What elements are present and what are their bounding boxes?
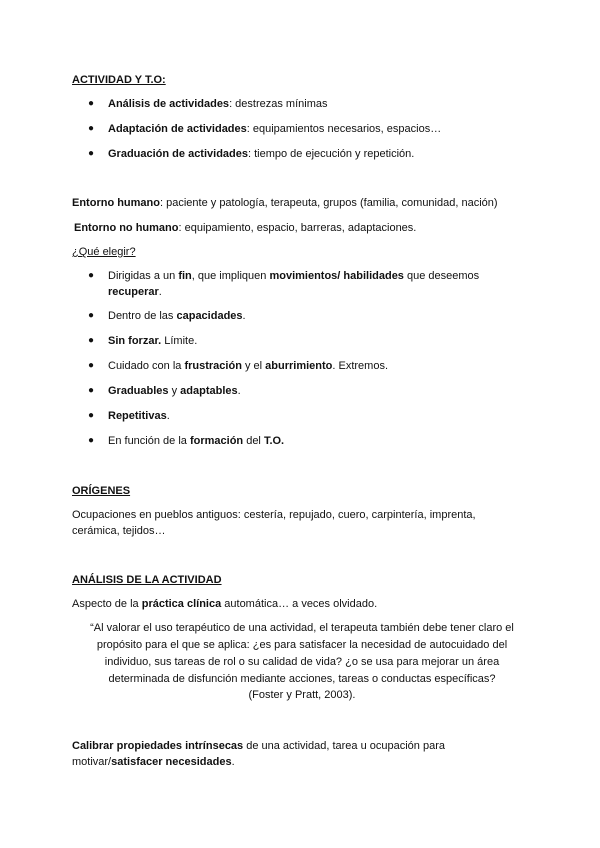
list-item: ● Dirigidas a un fin, que impliquen movimientos/ habilidades que deseemos recuperar.: [88, 270, 480, 298]
paragraph-calibrar: Calibrar propiedades intrínsecas de una actividad, tarea u ocupación para motivar/satisfacer necesidades.: [72, 740, 445, 768]
list-item: ● Cuidado con la frustración y el aburrimiento. Extremos.: [88, 360, 389, 372]
paragraph-entorno-humano: Entorno humano: paciente y patología, terapeuta, grupos (familia, comunidad, nación): [72, 197, 498, 209]
list-item: ● Análisis de actividades: destrezas mínimas: [88, 98, 328, 110]
paragraph-aspecto: Aspecto de la práctica clínica automática… a veces olvidado.: [72, 598, 378, 610]
bullet-icon: ●: [88, 410, 95, 421]
list-item: ● Repetitivas.: [88, 410, 170, 422]
bullet-icon: ●: [88, 360, 95, 371]
list-item: ● Graduables y adaptables.: [88, 385, 241, 397]
bullet-icon: ●: [88, 98, 95, 109]
paragraph-entorno-no-humano: Entorno no humano: equipamiento, espacio, barreras, adaptaciones.: [74, 222, 417, 234]
list-item: ● En función de la formación del T.O.: [88, 435, 285, 447]
list-item: ● Sin forzar. Límite.: [88, 335, 198, 347]
bullet-icon: ●: [88, 385, 95, 396]
quote-citation: (Foster y Pratt, 2003).: [248, 689, 356, 701]
bullet-icon: ●: [88, 435, 95, 446]
quote-block: “Al valorar el uso terapéutico de una actividad, el terapeuta también debe tener claro el propósito para el que se aplica: ¿es para satisfacer la necesidad de autocuidado del individuo, sus tareas de rol o su calidad de vida? ¿o se usa para mejorar un área determinada de disfunción mediante acciones, tareas o conductas específicas?: [90, 622, 514, 685]
list-item: ● Adaptación de actividades: equipamientos necesarios, espacios…: [88, 123, 442, 135]
list-item: ● Dentro de las capacidades.: [88, 310, 246, 322]
section-title-elegir: ¿Qué elegir?: [72, 246, 136, 258]
paragraph-origenes: Ocupaciones en pueblos antiguos: cestería, repujado, cuero, carpintería, imprenta, cerámica, tejidos…: [72, 509, 476, 537]
bullet-icon: ●: [88, 335, 95, 346]
section-title-actividad: ACTIVIDAD Y T.O:: [72, 74, 166, 86]
bullet-icon: ●: [88, 148, 95, 159]
bullet-icon: ●: [88, 310, 95, 321]
section-title-origenes: ORÍGENES: [72, 485, 131, 497]
bullet-icon: ●: [88, 123, 95, 134]
section-title-analisis: ANÁLISIS DE LA ACTIVIDAD: [72, 574, 222, 586]
list-item: ● Graduación de actividades: tiempo de ejecución y repetición.: [88, 148, 415, 160]
bullet-icon: ●: [88, 270, 95, 281]
